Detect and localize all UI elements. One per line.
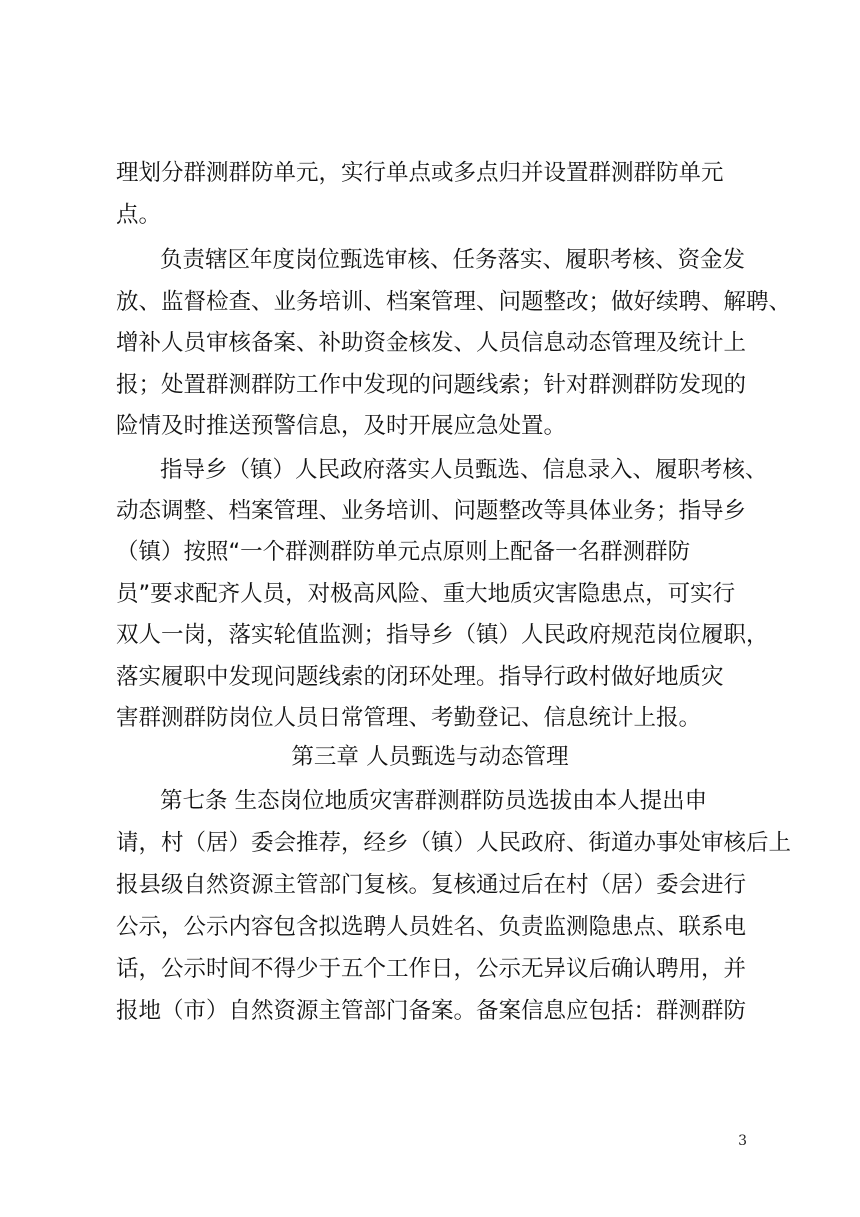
text-line: 双人一岗，落实轮值监测；指导乡（镇）人民政府规范岗位履职，	[116, 622, 769, 648]
page-number: 3	[738, 1133, 747, 1149]
text-line: 员”要求配齐人员，对极高风险、重大地质灾害隐患点，可实行	[116, 581, 736, 607]
text-line: 点。	[116, 202, 162, 228]
text-line: 第七条 生态岗位地质灾害群测群防员选拔由本人提出申	[160, 788, 708, 814]
text-line: 公示，公示内容包含拟选聘人员姓名、负责监测隐患点、联系电	[116, 914, 747, 940]
chapter-heading: 第三章 人员甄选与动态管理	[291, 744, 569, 770]
text-line: 放、监督检查、业务培训、档案管理、问题整改；做好续聘、解聘、	[116, 289, 792, 315]
text-line: 请，村（居）委会推荐，经乡（镇）人民政府、街道办事处审核后上	[116, 830, 792, 856]
text-line: 指导乡（镇）人民政府落实人员甄选、信息录入、履职考核、	[160, 457, 768, 483]
text-line: 报县级自然资源主管部门复核。复核通过后在村（居）委会进行	[116, 872, 747, 898]
text-line: 落实履职中发现问题线索的闭环处理。指导行政村做好地质灾	[116, 664, 724, 690]
text-line: 报地（市）自然资源主管部门备案。备案信息应包括：群测群防	[116, 998, 747, 1024]
text-line: 理划分群测群防单元，实行单点或多点归并设置群测群防单元	[116, 160, 724, 186]
text-line: 报；处置群测群防工作中发现的问题线索；针对群测群防发现的	[116, 372, 747, 398]
text-line: 话，公示时间不得少于五个工作日，公示无异议后确认聘用，并	[116, 956, 747, 982]
text-line: 动态调整、档案管理、业务培训、问题整改等具体业务；指导乡	[116, 498, 747, 524]
text-line: 害群测群防岗位人员日常管理、考勤登记、信息统计上报。	[116, 705, 702, 731]
text-line: 增补人员审核备案、补助资金核发、人员信息动态管理及统计上	[116, 330, 747, 356]
text-line: 负责辖区年度岗位甄选审核、任务落实、履职考核、资金发	[160, 247, 746, 273]
text-line: 险情及时推送预警信息，及时开展应急处置。	[116, 413, 567, 439]
text-line: （镇）按照“一个群测群防单元点原则上配备一名群测群防	[116, 539, 691, 565]
